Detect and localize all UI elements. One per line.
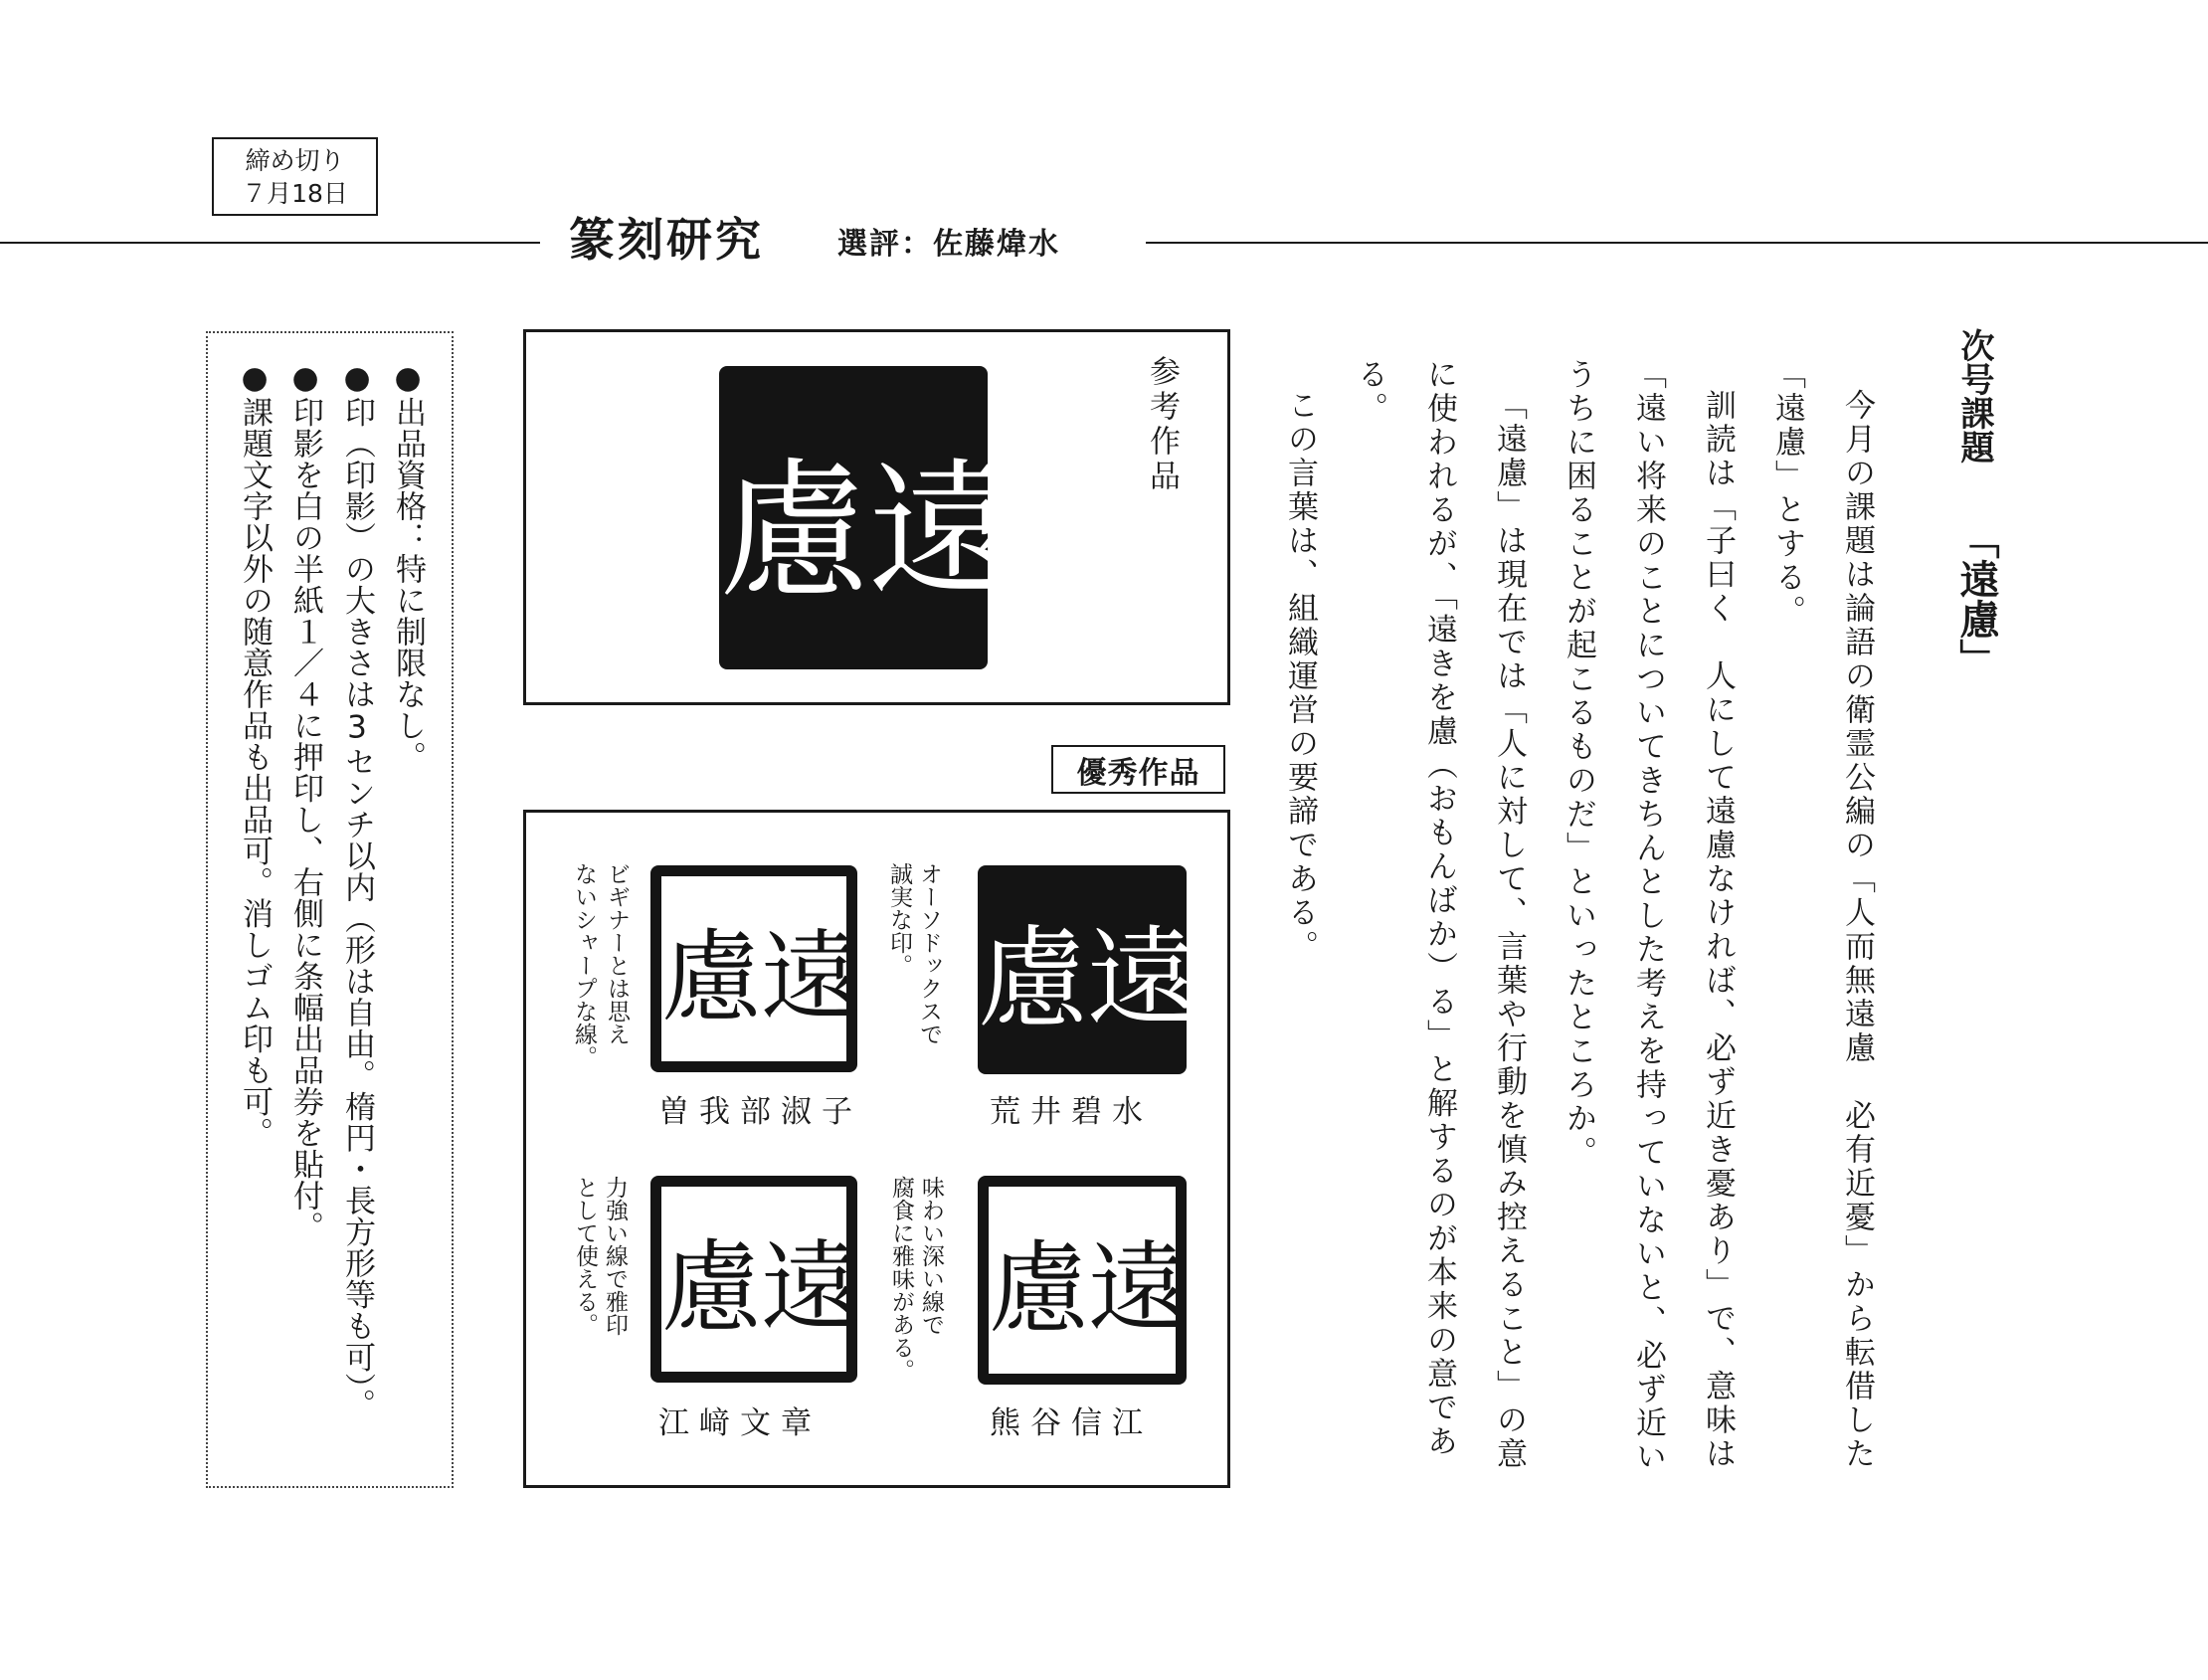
next-topic-heading: 次号課題 [1954,328,1994,464]
work-comment: 腐食に雅味がある。 [888,1176,914,1382]
seal-char: 遠 [1087,915,1196,1042]
work-name: 江﨑文章 [658,1405,822,1441]
seal-char: 慮 [719,445,869,619]
work-comment: ビギナーとは思え [604,862,630,1045]
deadline-date: ７月18日 [242,178,348,208]
excellent-label: 優秀作品 [1051,745,1225,794]
body-paragraph: 「遠慮」は現在では「人に対して、言葉や行動を慎み控えること」の意に使われるが、「遠きを慮（おもんばか）る」と解するのが本来の意である。 [1352,358,1527,1471]
deadline-label: 締め切り [245,145,345,175]
seal-char: 慮 [661,1229,761,1346]
seal-char: 遠 [761,1229,860,1346]
work-comment: ないシャープな線。 [571,862,597,1068]
work-name: 荒井碧水 [990,1094,1153,1130]
rule-item: ●課題文字以外の随意作品も出品可。消しゴム印も可。 [237,360,273,1149]
body-paragraph: この言葉は、組織運営の要諦である。 [1282,389,1318,964]
work-comment: 力強い線で雅印 [602,1176,628,1336]
header-rule-left [0,242,540,244]
rule-item: ●印影を白の半紙１／４に押印し、右側に条幅出品券を貼付。 [287,360,323,1242]
work-name: 熊谷信江 [990,1405,1153,1441]
seal-char: 遠 [868,445,1018,619]
header-rule-right [1146,242,2208,244]
work-comment: として使える。 [572,1176,598,1336]
rule-item: ●出品資格：特に制限なし。 [390,360,426,773]
rule-item: ●印（印影）の大きさは3センチ以内（形は自由。楕円・長方形等も可）。 [339,360,375,1420]
next-topic-word: 「遠慮」 [1953,519,1999,678]
seal-char: 慮 [978,915,1087,1042]
seal-image-sogabe [650,865,860,1072]
seal-char: 慮 [661,919,761,1035]
judge-credit: 選評：佐藤煒水 [837,227,1060,262]
seal-char: 慮 [989,1230,1088,1347]
reference-label: 参考作品 [1144,355,1180,494]
reference-seal-image [719,366,1018,669]
deadline-box [212,137,378,216]
seal-char: 遠 [761,919,860,1035]
work-comment: 誠実な印。 [886,862,912,977]
body-paragraph: 今月の課題は論語の衛霊公編の「人而無遠慮 必有近憂」から転借した「遠慮」とする。 [1769,358,1875,1471]
seal-image-arai [978,865,1196,1074]
seal-char: 遠 [1088,1230,1188,1347]
seal-image-kumagai [978,1176,1187,1385]
page-title: 篆刻研究 [569,213,764,267]
work-name: 曽我部淑子 [658,1094,862,1130]
work-comment: オーソドックスで [916,862,942,1045]
seal-image-ezaki [650,1176,860,1383]
body-paragraph: 訓読は「子曰く 人にして遠慮なければ、必ず近き憂あり」で、意味は「遠い将来のことについてきちんとした考えを持っていないと、必ず近いうちに困ることが起こるものだ」といったところか。 [1561,358,1736,1474]
work-comment: 味わい深い線で [918,1176,944,1336]
next-topic-body [1282,358,1892,1502]
